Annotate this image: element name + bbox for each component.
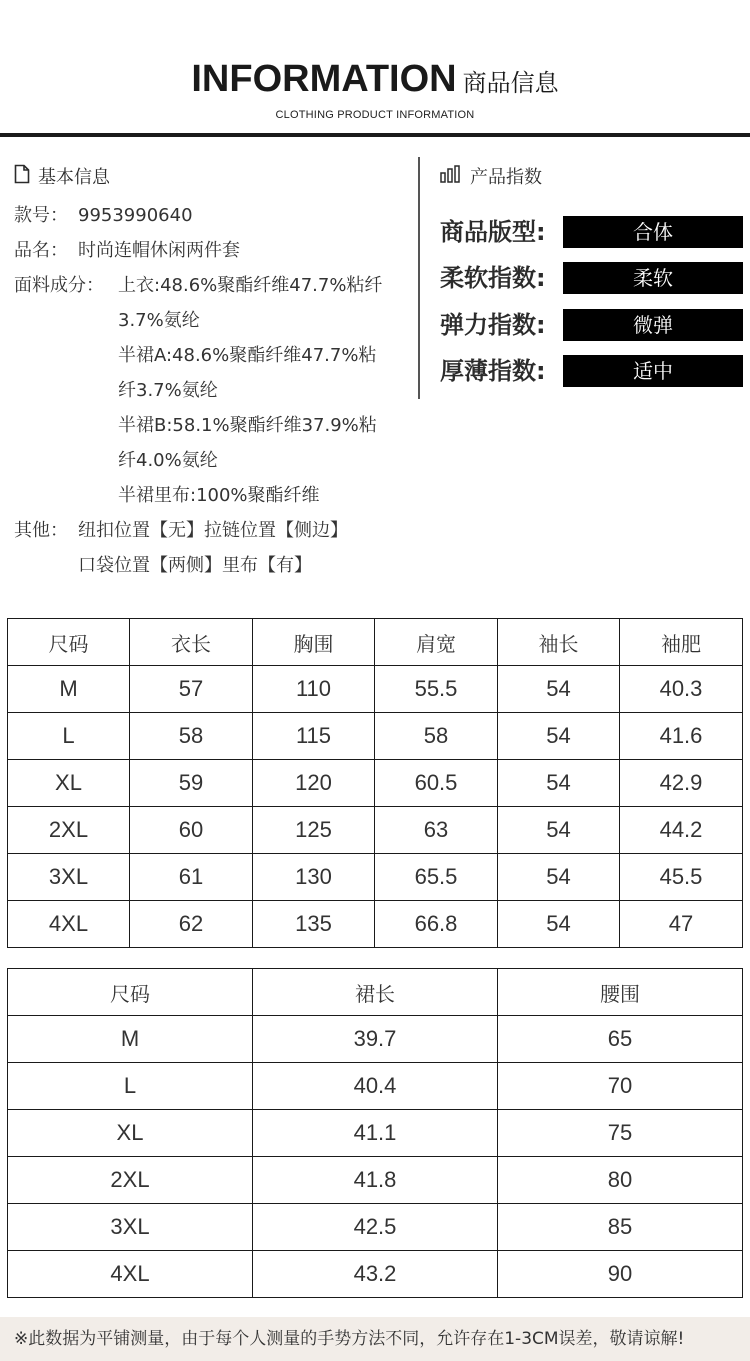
header-divider bbox=[0, 133, 750, 137]
table-cell: 54 bbox=[498, 854, 620, 901]
table-row bbox=[8, 1251, 743, 1298]
table-cell: 54 bbox=[498, 713, 620, 760]
table-cell: 80 bbox=[498, 1157, 743, 1204]
product-name-value: 时尚连帽休闲两件套 bbox=[78, 240, 240, 261]
header-cell: 衣长 bbox=[130, 619, 253, 666]
subtitle: CLOTHING PRODUCT INFORMATION bbox=[275, 109, 475, 121]
table-header-row bbox=[8, 969, 743, 1016]
table-cell: 65 bbox=[498, 1016, 743, 1063]
basic-info-title: 基本信息 bbox=[38, 167, 110, 188]
table-cell: 42.5 bbox=[253, 1204, 498, 1251]
table-cell: 39.7 bbox=[253, 1016, 498, 1063]
fabric-line: 半裙里布:100%聚酯纤维 bbox=[118, 485, 320, 506]
basic-info-heading bbox=[14, 160, 414, 192]
table-cell: 70 bbox=[498, 1063, 743, 1110]
table-cell: 115 bbox=[253, 713, 375, 760]
table-row bbox=[8, 760, 743, 807]
bar-chart-icon bbox=[440, 165, 462, 188]
index-row-thickness bbox=[440, 355, 745, 387]
table-cell: 110 bbox=[253, 666, 375, 713]
table-cell: 54 bbox=[498, 807, 620, 854]
table-cell: 40.3 bbox=[620, 666, 743, 713]
table-cell: 41.6 bbox=[620, 713, 743, 760]
index-label: 商品版型: bbox=[440, 218, 546, 246]
table-cell: M bbox=[8, 666, 130, 713]
index-value: 适中 bbox=[563, 355, 743, 387]
table-cell: 45.5 bbox=[620, 854, 743, 901]
table-row bbox=[8, 854, 743, 901]
style-no-label: 款号： bbox=[14, 205, 68, 226]
product-name-row bbox=[14, 233, 240, 268]
index-value: 柔软 bbox=[563, 262, 743, 294]
header-cell: 裙长 bbox=[253, 969, 498, 1016]
index-value: 微弹 bbox=[563, 309, 743, 341]
fabric-line: 纤3.7%氨纶 bbox=[118, 380, 218, 401]
table-cell: 75 bbox=[498, 1110, 743, 1157]
header-cell: 尺码 bbox=[8, 969, 253, 1016]
table-cell: 90 bbox=[498, 1251, 743, 1298]
table-cell: 61 bbox=[130, 854, 253, 901]
table-cell: 54 bbox=[498, 901, 620, 948]
table-cell: 43.2 bbox=[253, 1251, 498, 1298]
skirt-size-table bbox=[7, 968, 743, 1298]
table-row bbox=[8, 901, 743, 948]
index-label: 柔软指数: bbox=[440, 264, 546, 292]
style-no-row bbox=[14, 198, 193, 233]
table-cell: 44.2 bbox=[620, 807, 743, 854]
table-header-row bbox=[8, 619, 743, 666]
table-cell: 59 bbox=[130, 760, 253, 807]
table-cell: XL bbox=[8, 760, 130, 807]
table-cell: 85 bbox=[498, 1204, 743, 1251]
header-cell: 袖长 bbox=[498, 619, 620, 666]
table-cell: 60.5 bbox=[375, 760, 498, 807]
fabric-line: 上衣:48.6%聚酯纤维47.7%粘纤 bbox=[118, 275, 383, 296]
table-cell: 58 bbox=[130, 713, 253, 760]
table-cell: L bbox=[8, 713, 130, 760]
measurement-note: ※此数据为平铺测量，由于每个人测量的手势方法不同，允许存在1-3CM误差，敬请谅解! bbox=[14, 1329, 685, 1349]
product-index-title: 产品指数 bbox=[470, 167, 542, 188]
table-cell: 125 bbox=[253, 807, 375, 854]
table-cell: M bbox=[8, 1016, 253, 1063]
header-cell: 腰围 bbox=[498, 969, 743, 1016]
fabric-label: 面料成分： bbox=[14, 275, 104, 296]
table-cell: 41.1 bbox=[253, 1110, 498, 1157]
title-english: INFORMATION bbox=[191, 58, 457, 100]
table-row bbox=[8, 807, 743, 854]
table-cell: 66.8 bbox=[375, 901, 498, 948]
header-cell: 胸围 bbox=[253, 619, 375, 666]
basic-info-section bbox=[14, 160, 414, 576]
table-cell: XL bbox=[8, 1110, 253, 1157]
table-cell: 4XL bbox=[8, 1251, 253, 1298]
fabric-line: 纤4.0%氨纶 bbox=[118, 450, 218, 471]
table-cell: 42.9 bbox=[620, 760, 743, 807]
table-cell: 54 bbox=[498, 760, 620, 807]
index-row-softness bbox=[440, 262, 745, 294]
table-row bbox=[8, 713, 743, 760]
index-row-elasticity bbox=[440, 309, 745, 341]
document-icon bbox=[14, 164, 30, 189]
product-index-section bbox=[440, 160, 745, 385]
other-row bbox=[14, 513, 348, 548]
table-cell: 41.8 bbox=[253, 1157, 498, 1204]
product-index-heading bbox=[440, 160, 745, 192]
table-row bbox=[8, 1157, 743, 1204]
table-cell: L bbox=[8, 1063, 253, 1110]
table-row bbox=[8, 1204, 743, 1251]
header-cell: 袖肥 bbox=[620, 619, 743, 666]
index-row-fit bbox=[440, 216, 745, 248]
table-cell: 4XL bbox=[8, 901, 130, 948]
table-row bbox=[8, 1063, 743, 1110]
table-row bbox=[8, 1110, 743, 1157]
other-label: 其他： bbox=[14, 520, 68, 541]
page-header bbox=[0, 0, 750, 137]
style-no-value: 9953990640 bbox=[78, 205, 193, 226]
measurement-note-bar bbox=[0, 1317, 750, 1361]
table-row bbox=[8, 1016, 743, 1063]
table-cell: 130 bbox=[253, 854, 375, 901]
table-cell: 58 bbox=[375, 713, 498, 760]
title-chinese: 商品信息 bbox=[462, 69, 559, 97]
fabric-line: 3.7%氨纶 bbox=[118, 310, 200, 331]
section-divider bbox=[418, 157, 420, 399]
fabric-line: 半裙A:48.6%聚酯纤维47.7%粘 bbox=[118, 345, 377, 366]
table-cell: 135 bbox=[253, 901, 375, 948]
other-line: 口袋位置【两侧】里布【有】 bbox=[78, 555, 312, 576]
table-cell: 55.5 bbox=[375, 666, 498, 713]
other-line: 纽扣位置【无】拉链位置【侧边】 bbox=[78, 520, 348, 541]
top-size-table bbox=[7, 618, 743, 948]
index-label: 厚薄指数: bbox=[440, 357, 546, 385]
title-row bbox=[0, 58, 750, 101]
table-cell: 120 bbox=[253, 760, 375, 807]
table-cell: 57 bbox=[130, 666, 253, 713]
table-row bbox=[8, 666, 743, 713]
table-cell: 2XL bbox=[8, 1157, 253, 1204]
table-cell: 62 bbox=[130, 901, 253, 948]
fabric-row bbox=[14, 268, 382, 303]
table-cell: 2XL bbox=[8, 807, 130, 854]
table-cell: 3XL bbox=[8, 854, 130, 901]
header-cell: 尺码 bbox=[8, 619, 130, 666]
table-cell: 54 bbox=[498, 666, 620, 713]
table-cell: 3XL bbox=[8, 1204, 253, 1251]
table-cell: 40.4 bbox=[253, 1063, 498, 1110]
table-cell: 60 bbox=[130, 807, 253, 854]
table-cell: 65.5 bbox=[375, 854, 498, 901]
fabric-line: 半裙B:58.1%聚酯纤维37.9%粘 bbox=[118, 415, 377, 436]
index-value: 合体 bbox=[563, 216, 743, 248]
header-cell: 肩宽 bbox=[375, 619, 498, 666]
table-cell: 63 bbox=[375, 807, 498, 854]
product-name-label: 品名： bbox=[14, 240, 68, 261]
table-cell: 47 bbox=[620, 901, 743, 948]
index-label: 弹力指数: bbox=[440, 311, 546, 339]
